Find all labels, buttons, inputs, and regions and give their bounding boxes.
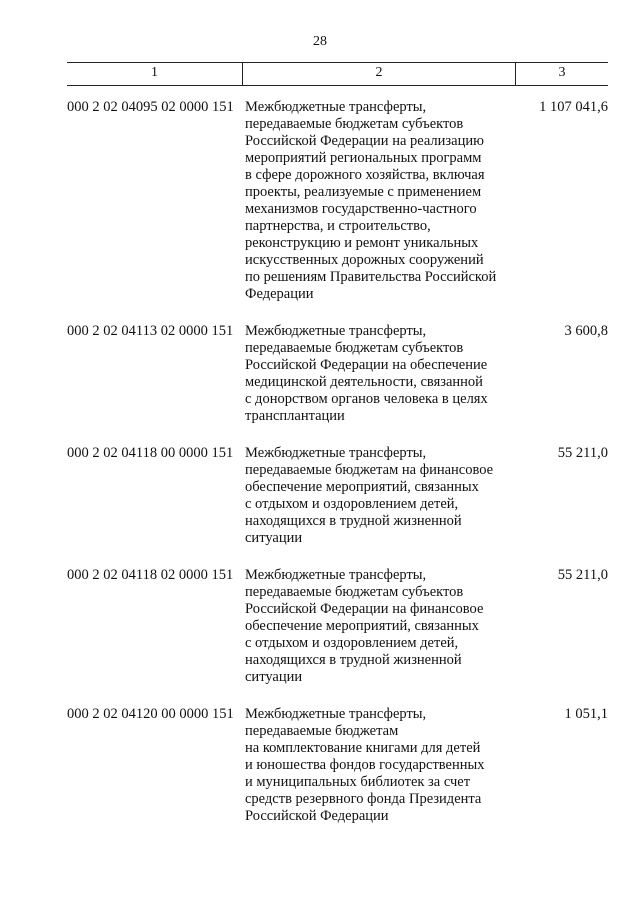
table-row (67, 323, 608, 425)
description-line: Межбюджетные трансферты, (245, 567, 427, 583)
row-description (243, 567, 516, 686)
description-line: передаваемые бюджетам на финансовое (245, 462, 494, 478)
row-amount: 3 600,8 (564, 323, 608, 339)
description-line: Межбюджетные трансферты, (245, 323, 427, 339)
description-line: Межбюджетные трансферты, (245, 445, 427, 461)
description-line: средств резервного фонда Президента (245, 791, 482, 807)
description-line: Российской Федерации на финансовое (245, 601, 484, 617)
description-line: и муниципальных библиотек за счет (245, 774, 471, 790)
budget-code: 000 2 02 04118 02 0000 151 (67, 567, 234, 583)
description-line: передаваемые бюджетам (245, 723, 399, 739)
description-line: на комплектование книгами для детей (245, 740, 481, 756)
description-line: ситуации (245, 669, 303, 685)
description-line: Российской Федерации (245, 808, 389, 824)
row-description (243, 445, 516, 547)
table-row (67, 706, 608, 825)
row-amount: 1 051,1 (564, 706, 608, 722)
column-header-2: 2 (243, 63, 516, 85)
description-line: с отдыхом и оздоровлением детей, (245, 496, 459, 512)
description-line: искусственных дорожных сооружений (245, 252, 484, 268)
page-number: 28 (313, 34, 327, 49)
table-row (67, 99, 608, 303)
description-line: находящихся в трудной жизненной (245, 513, 462, 529)
description-line: механизмов государственно-частного (245, 201, 477, 217)
budget-code: 000 2 02 04118 00 0000 151 (67, 445, 234, 461)
table-row (67, 445, 608, 547)
description-line: с отдыхом и оздоровлением детей, (245, 635, 459, 651)
description-line: проекты, реализуемые с применением (245, 184, 482, 200)
description-line: Межбюджетные трансферты, (245, 706, 427, 722)
description-line: медицинской деятельности, связанной (245, 374, 483, 390)
description-line: и юношества фондов государственных (245, 757, 485, 773)
description-line: партнерства, и строительство, (245, 218, 431, 234)
column-header-row (67, 62, 608, 86)
description-line: Федерации (245, 286, 314, 302)
description-line: по решениям Правительства Российской (245, 269, 497, 285)
description-line: Российской Федерации на обеспечение (245, 357, 488, 373)
budget-code: 000 2 02 04113 02 0000 151 (67, 323, 234, 339)
row-amount: 55 211,0 (557, 567, 608, 583)
description-line: ситуации (245, 530, 303, 546)
description-line: Межбюджетные трансферты, (245, 99, 427, 115)
description-line: в сфере дорожного хозяйства, включая (245, 167, 485, 183)
description-line: Российской Федерации на реализацию (245, 133, 484, 149)
row-description (243, 99, 516, 303)
row-amount: 1 107 041,6 (539, 99, 608, 115)
column-header-3: 3 (558, 65, 566, 80)
row-description (243, 323, 516, 425)
description-line: передаваемые бюджетам субъектов (245, 340, 464, 356)
description-line: обеспечение мероприятий, связанных (245, 618, 479, 634)
description-line: обеспечение мероприятий, связанных (245, 479, 479, 495)
description-line: реконструкцию и ремонт уникальных (245, 235, 479, 251)
row-description (243, 706, 516, 825)
description-line: передаваемые бюджетам субъектов (245, 116, 464, 132)
budget-code: 000 2 02 04095 02 0000 151 (67, 99, 234, 115)
row-amount: 55 211,0 (557, 445, 608, 461)
description-line: мероприятий региональных программ (245, 150, 482, 166)
column-header-1: 1 (67, 63, 243, 85)
table-row (67, 567, 608, 686)
budget-code: 000 2 02 04120 00 0000 151 (67, 706, 234, 722)
description-line: трансплантации (245, 408, 345, 424)
description-line: находящихся в трудной жизненной (245, 652, 462, 668)
description-line: передаваемые бюджетам субъектов (245, 584, 464, 600)
budget-table-body (67, 99, 608, 845)
description-line: с донорством органов человека в целях (245, 391, 488, 407)
